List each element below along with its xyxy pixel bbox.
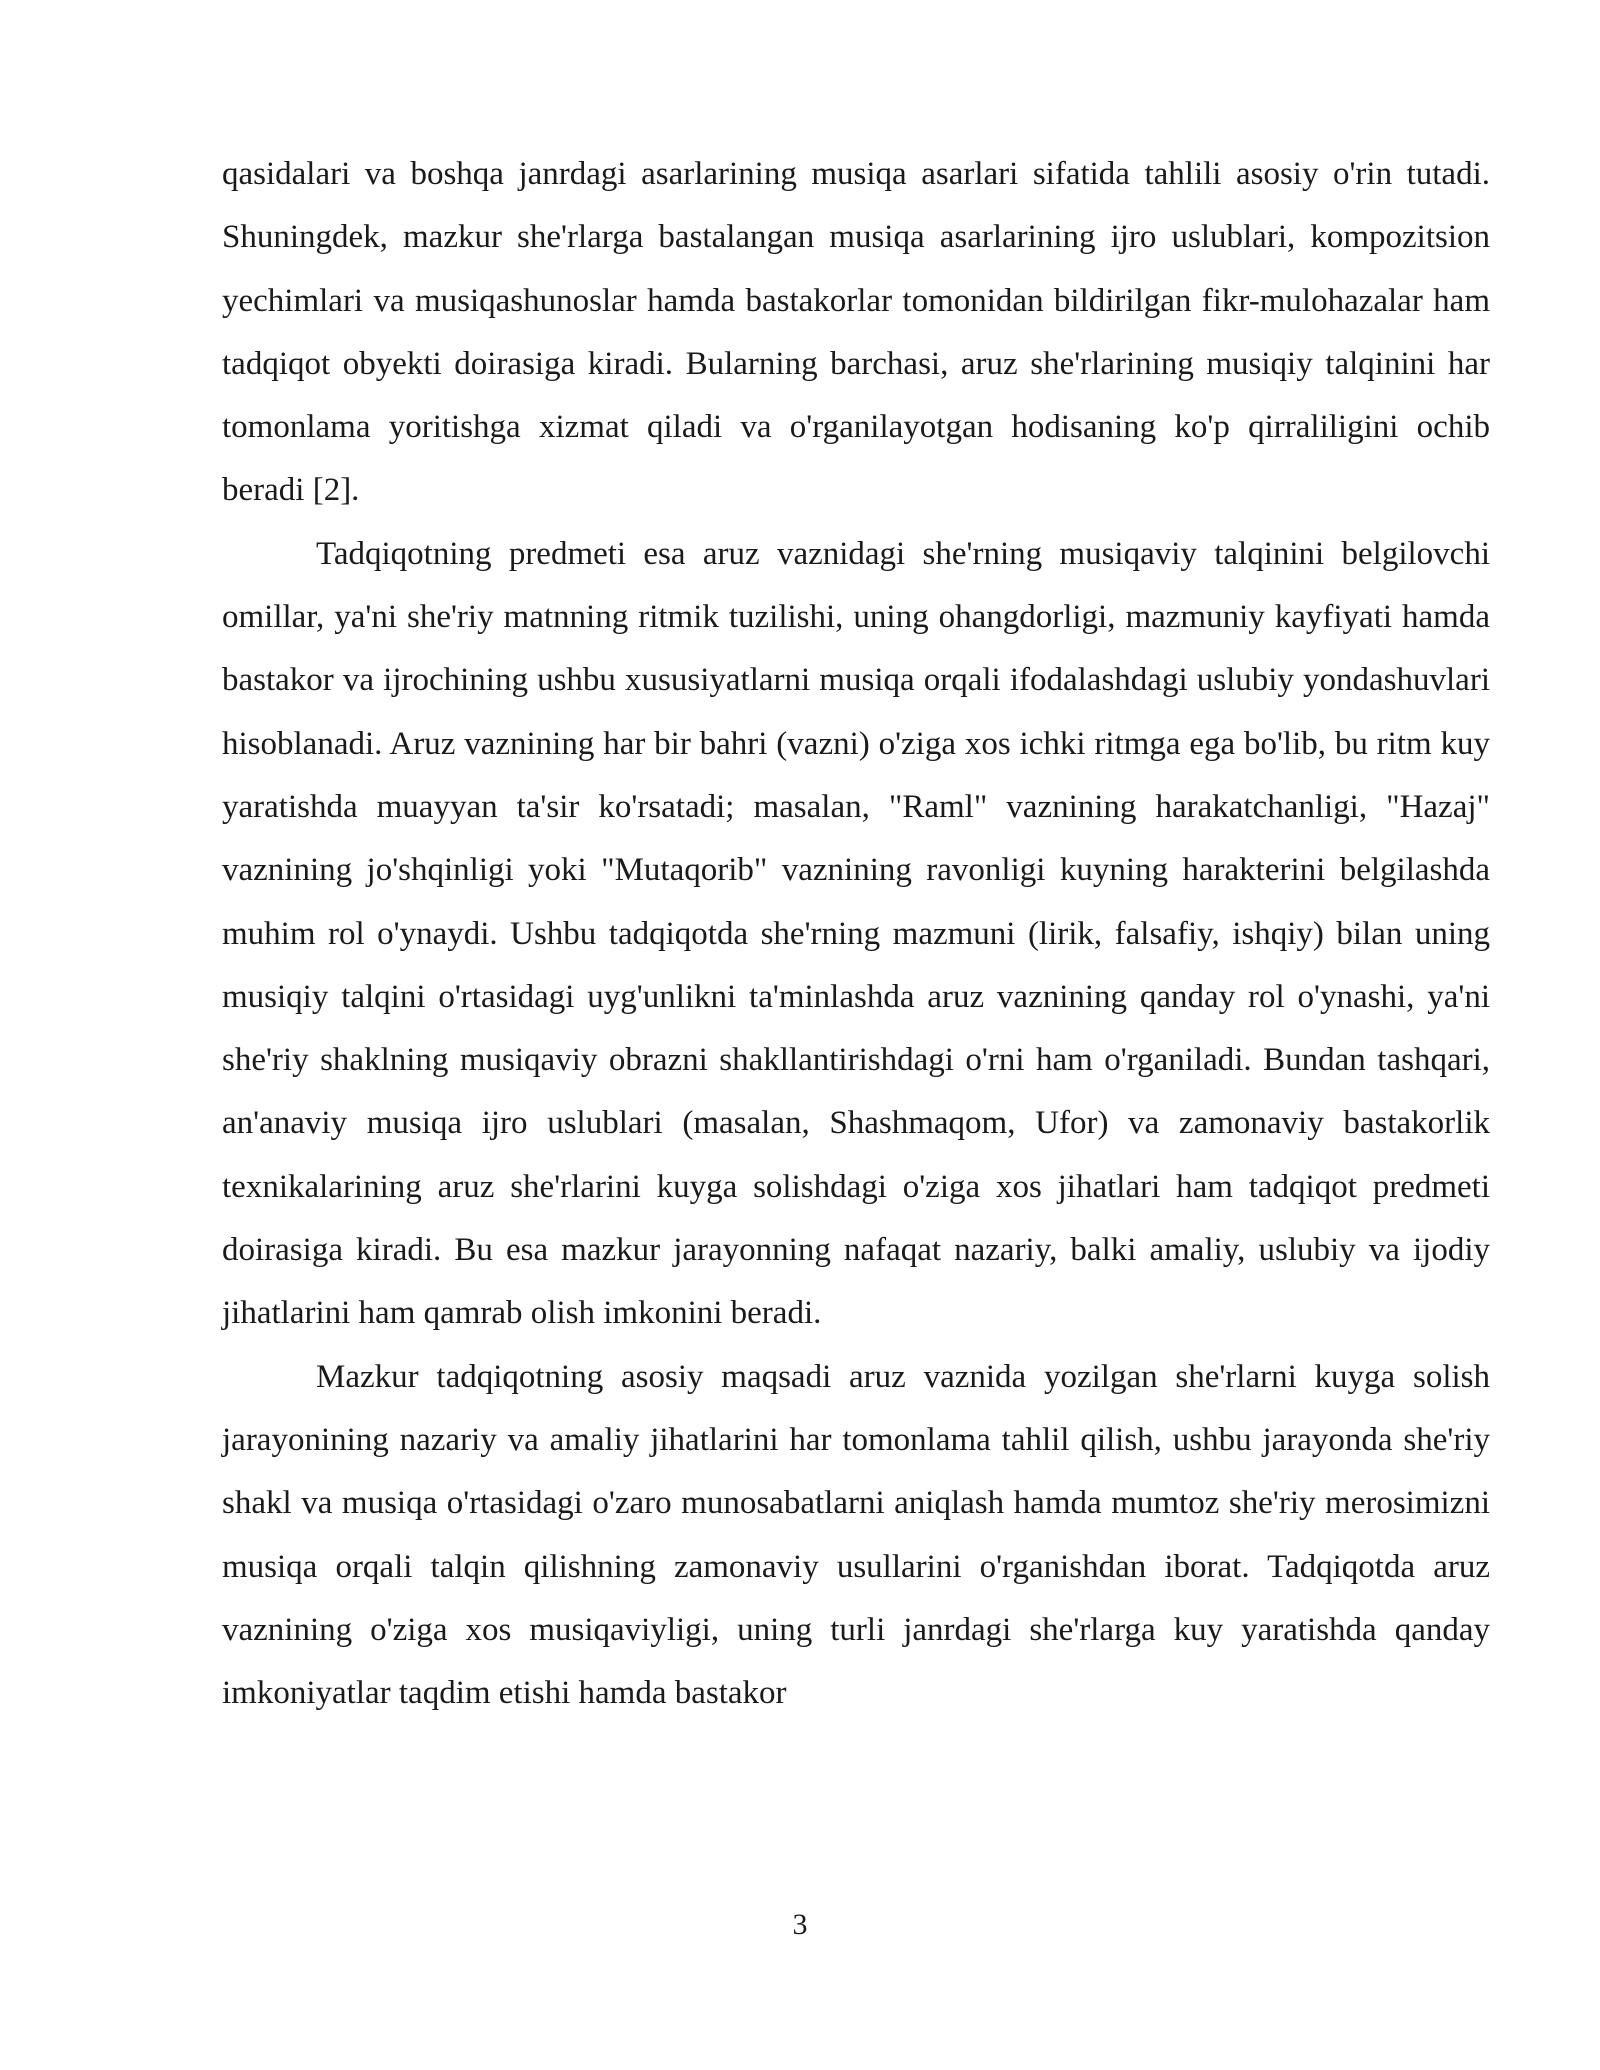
body-text — [222, 143, 1490, 1725]
paragraph-research-goal: Mazkur tadqiqotning asosiy maqsadi aruz vaznida yozilgan she'rlarni kuyga solish jarayonining nazariy va amaliy jihatlarini har tomonlama tahlil qilish, ushbu jarayonda she'riy shakl va musiqa o'rtasidagi o'zaro munosabatlarni aniqlash hamda mumtoz she'riy merosimizni musiqa orqali talqin qilishning zamonaviy usullarini o'rganishdan iborat. Tadqiqotda aruz vaznining o'ziga xos musiqaviyligi, uning turli janrdagi she'rlarga kuy yaratishda qanday imkoniyatlar taqdim etishi hamda bastakor — [222, 1358, 1490, 1712]
page-number: 3 — [792, 1908, 808, 1941]
paragraph-research-subject: Tadqiqotning predmeti esa aruz vaznidagi she'rning musiqaviy talqinini belgilovchi omillar, ya'ni she'riy matnning ritmik tuzilishi, uning ohangdorligi, mazmuniy kayfiyati hamda bastakor va ijrochining ushbu xususiyatlarni musiqa orqali ifodalashdagi uslubiy yondashuvlari hisoblanadi. Aruz vaznining har bir bahri (vazni) o'ziga xos ichki ritmga ega bo'lib, bu ritm kuy yaratishda muayyan ta'sir ko'rsatadi; masalan, "Raml" vaznining harakatchanligi, "Hazaj" vaznining jo'shqinligi yoki "Mutaqorib" vaznining ravonligi kuyning harakterini belgilashda muhim rol o'ynaydi. Ushbu tadqiqotda she'rning mazmuni (lirik, falsafiy, ishqiy) bilan uning musiqiy talqini o'rtasidagi uyg'unlikni ta'minlashda aruz vaznining qanday rol o'ynashi, ya'ni she'riy shaklning musiqaviy obrazni shakllantirishdagi o'rni ham o'rganiladi. Bundan tashqari, an'anaviy musiqa ijro uslublari (masalan, Shashmaqom, Ufor) va zamonaviy bastakorlik texnikalarining aruz she'rlarini kuyga solishdagi o'ziga xos jihatlari ham tadqiqot predmeti doirasiga kiradi. Bu esa mazkur jarayonning nafaqat nazariy, balki amaliy, uslubiy va ijodiy jihatlarini ham qamrab olish imkonini beradi. — [222, 535, 1490, 1332]
paragraph-continuation: qasidalari va boshqa janrdagi asarlarining musiqa asarlari sifatida tahlili asosiy o'rin tutadi. Shuningdek, mazkur she'rlarga bastalangan musiqa asarlarining ijro uslublari, kompozitsion yechimlari va musiqashunoslar hamda bastakorlar tomonidan bildirilgan fikr-mulohazalar ham tadqiqot obyekti doirasiga kiradi. Bularning barchasi, aruz she'rlarining musiqiy talqinini har tomonlama yoritishga xizmat qiladi va o'rganilayotgan hodisaning ko'p qirraliligini ochib beradi [2]. — [222, 156, 1490, 509]
